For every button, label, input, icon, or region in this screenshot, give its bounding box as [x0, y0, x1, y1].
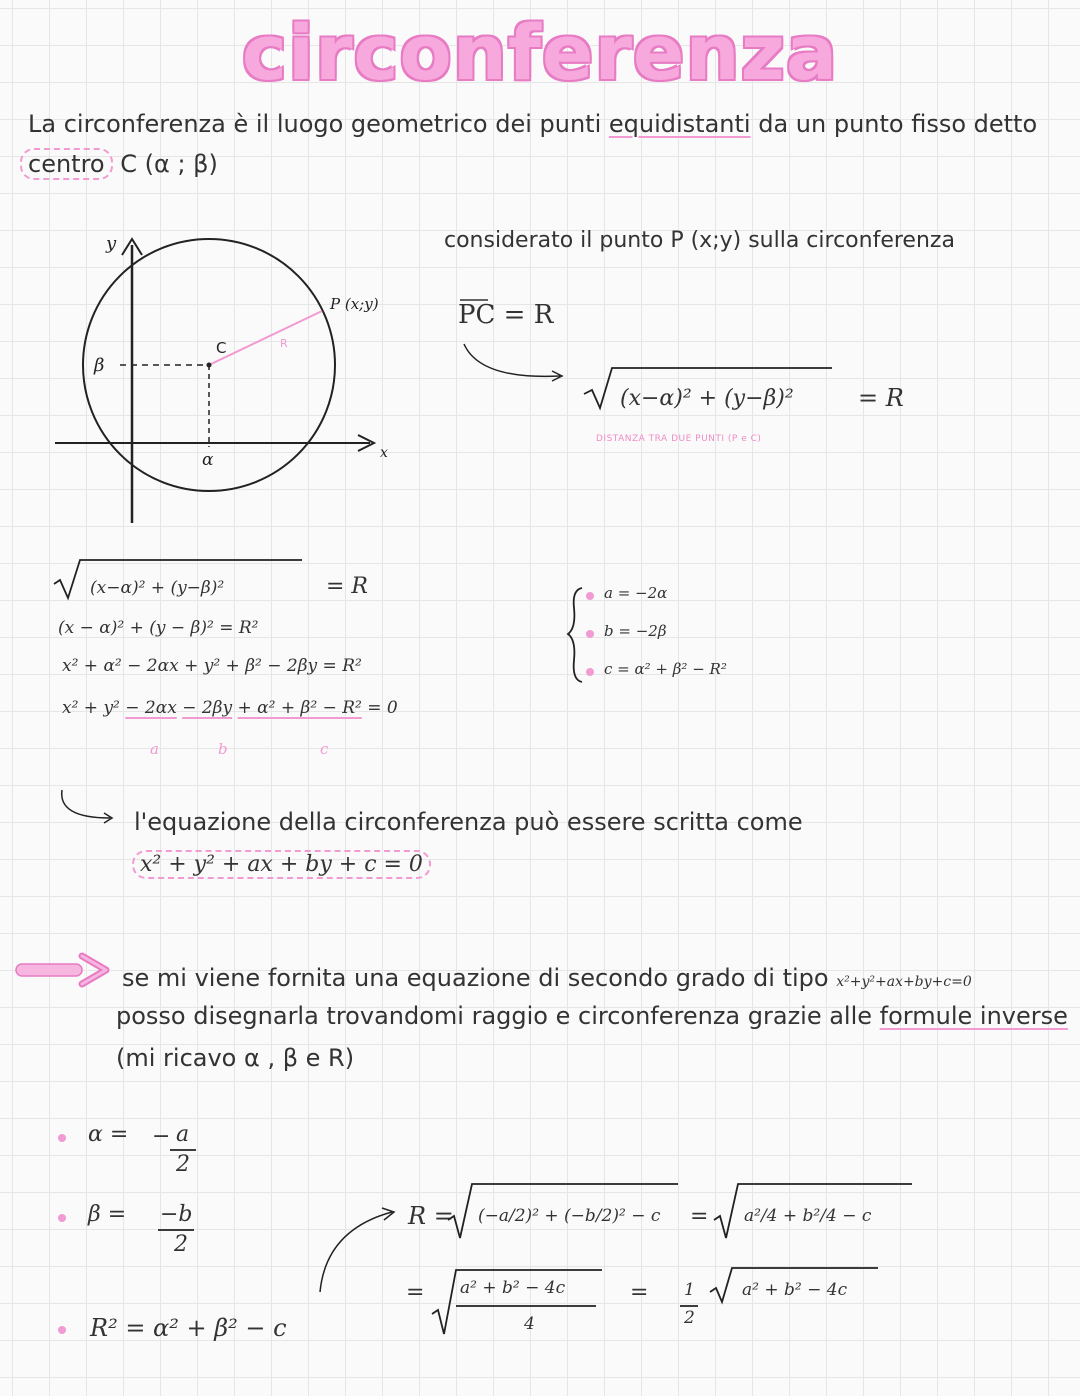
conclusion-equation: x² + y² + ax + by + c = 0 [132, 850, 431, 879]
r-frac-den: 2 [684, 1308, 695, 1328]
r-sqrt-expression-1: (−a/2)² + (−b/2)² − c [478, 1206, 661, 1226]
distance-note: DISTANZA TRA DUE PUNTI (P e C) [596, 434, 762, 444]
system-b: b = −2β [604, 622, 667, 640]
center-line [20, 150, 218, 178]
system-c: c = α² + β² − R² [604, 660, 727, 678]
beta-label: β [94, 355, 105, 376]
r-equals-2: = [690, 1204, 709, 1229]
r-equals-4: = [630, 1280, 649, 1305]
system-bullet-c [586, 668, 594, 676]
system-bullet-b [586, 630, 594, 638]
bullet-r2 [58, 1326, 66, 1334]
r-frac-num: 1 [684, 1280, 695, 1300]
curved-arrow-3 [316, 1200, 406, 1310]
r-equals-3: = [406, 1280, 425, 1305]
system-brace [566, 586, 586, 686]
r-sqrt3-fraction-bar [456, 1304, 606, 1308]
derivation-line1-rhs: = R [326, 574, 368, 599]
label-b: b [218, 740, 228, 758]
point-label: P (x;y) [330, 295, 379, 313]
x-label: x [380, 445, 388, 461]
inverse-line1-text: se mi viene fornita una equazione di secondo grado di tipo [122, 964, 829, 992]
derivation-line1: (x−α)² + (y−β)² [90, 578, 225, 598]
center-word: centro [20, 148, 113, 180]
bullet-alpha [58, 1134, 66, 1142]
definition-line [28, 110, 1037, 138]
radius-label: R [280, 337, 288, 350]
derivation-line3: x² + α² − 2αx + y² + β² − 2βy = R² [62, 656, 362, 676]
definition-highlight: equidistanti [608, 110, 751, 138]
circle-diagram [40, 225, 440, 545]
inverse-line1 [122, 964, 972, 992]
line4-start: x² + y² [62, 698, 126, 718]
beta-den: 2 [174, 1232, 188, 1257]
curved-arrow-1 [460, 340, 580, 390]
line4-end: = 0 [361, 698, 398, 718]
y-label: y [106, 233, 117, 254]
r-sqrt3-num: a² + b² − 4c [460, 1278, 566, 1298]
beta-num: −b [160, 1202, 193, 1227]
inverse-line2 [116, 1002, 1068, 1030]
alpha-sign: − [152, 1124, 171, 1149]
r-sqrt-expression-4: a² + b² − 4c [742, 1280, 848, 1300]
alpha-lhs: α = [88, 1122, 129, 1147]
alpha-den: 2 [176, 1152, 190, 1177]
pc-equation: PC = R [458, 300, 554, 330]
pc-overline [458, 298, 498, 302]
center-point [207, 363, 212, 368]
definition-part2: da un punto fisso detto [750, 110, 1038, 138]
alpha-num: a [176, 1122, 190, 1147]
inverse-line2-text: posso disegnarla trovandomi raggio e circonferenza grazie alle [116, 1002, 880, 1030]
page-title: circonferenza [241, 8, 839, 97]
inverse-line2-highlight: formule inverse [879, 1002, 1068, 1030]
derivation-line4 [62, 698, 398, 718]
line4-c: + α² + β² − R² [237, 698, 362, 718]
center-label: C [216, 339, 227, 357]
conclusion-text: l'equazione della circonferenza può essere scritta come [134, 808, 803, 836]
line4-b: − 2βy [182, 698, 233, 718]
system-bullet-a [586, 592, 594, 600]
r-squared-formula: R² = α² + β² − c [90, 1314, 287, 1342]
r-sqrt-expression-2: a²/4 + b²/4 − c [744, 1206, 872, 1226]
definition-part1: La circonferenza è il luogo geometrico dei punti [28, 110, 609, 138]
sqrt-rhs-1: = R [858, 384, 904, 412]
r-lhs: R = [408, 1202, 454, 1230]
line4-a: − 2αx [125, 698, 177, 718]
sqrt-expression-1: (x−α)² + (y−β)² [620, 386, 794, 411]
pink-arrow-icon [14, 952, 114, 992]
considered-text: considerato il punto P (x;y) sulla circonferenza [444, 228, 955, 253]
label-c: c [320, 740, 329, 758]
derivation-line2: (x − α)² + (y − β)² = R² [58, 618, 259, 638]
r-sqrt3-den: 4 [524, 1314, 535, 1334]
inverse-line3: (mi ricavo α , β e R) [116, 1044, 355, 1072]
curved-arrow-2 [58, 788, 128, 828]
beta-lhs: β = [88, 1202, 127, 1227]
system-a: a = −2α [604, 584, 668, 602]
bullet-beta [58, 1214, 66, 1222]
center-coords: C (α ; β) [120, 150, 218, 178]
alpha-label: α [202, 450, 214, 470]
label-a: a [150, 740, 159, 758]
inverse-line1-eq: x²+y²+ax+by+c=0 [836, 974, 972, 990]
